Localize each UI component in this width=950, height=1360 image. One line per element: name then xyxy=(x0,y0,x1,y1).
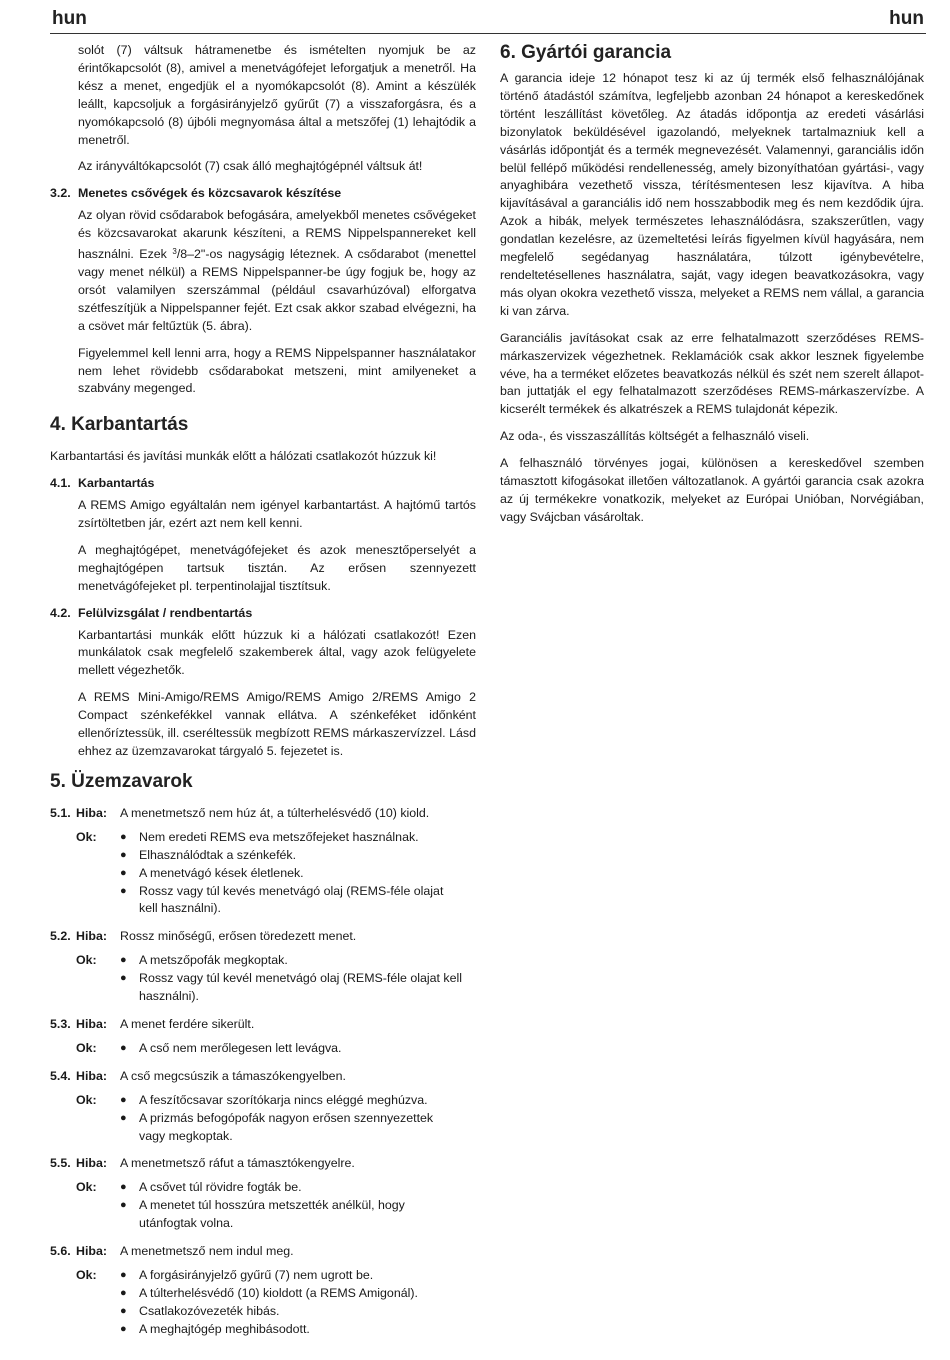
bullet-icon: ● xyxy=(120,1199,127,1212)
cause-text: Nem eredeti REMS eva metszőfejeket használnak. xyxy=(139,829,419,844)
hiba-row xyxy=(50,1155,476,1173)
paragraph: A meghajtógépet, menetvágófejeket és azok menesztőperselyét a meghajtógépen tartsuk tisztán. Az erősen szennyezett menetvágófejeket pl. terpentinolajjal tisztítsuk. xyxy=(78,542,476,593)
bullet-icon: ● xyxy=(120,1041,127,1054)
ok-label: Ok: xyxy=(76,953,97,968)
cause-item xyxy=(120,865,476,883)
text-part: Az olyan rövid csődarabok befogására, amelyekből menetes csővégeket és közcsavarokat akarunk készíteni, a REMS Nippelspannereket kell használni. Ezek xyxy=(78,208,476,262)
trouble-number: 5.2. xyxy=(50,929,71,944)
hiba-text: A cső megcsúszik a támaszókengyelben. xyxy=(120,1068,346,1083)
section-4-title: 4. Karbantartás xyxy=(50,414,189,436)
hiba-label: Hiba: xyxy=(76,1244,107,1259)
hiba-label: Hiba: xyxy=(76,1068,107,1083)
cause-text: A túlterhelésvédő (10) kioldott (a REMS Amigonál). xyxy=(139,1285,418,1300)
hiba-row xyxy=(50,928,476,946)
cause-text: A prizmás befogópofák nagyon erősen szennyezettek vagy megkoptak. xyxy=(139,1110,434,1143)
hiba-text: A menetmetsző nem húz át, a túlterhelésvédő (10) kiold. xyxy=(120,805,430,820)
ok-label: Ok: xyxy=(76,829,97,844)
cause-item xyxy=(120,1092,476,1110)
left-column xyxy=(50,42,476,1349)
cause-text: A menetet túl hosszúra metszették anélkül, hogy utánfogtak volna. xyxy=(139,1198,405,1231)
hiba-row xyxy=(50,805,476,823)
cause-item xyxy=(120,1303,476,1321)
hiba-row xyxy=(50,1016,476,1034)
paragraph: Karbantartási munkák előtt húzzuk ki a hálózati csatlakozót! Ezen munkálatok csak megfelelő szakemberek által, vagy azok felügyelete mellett végezhetők. xyxy=(78,627,476,678)
hiba-label: Hiba: xyxy=(76,1016,107,1031)
section-number: 4.1. xyxy=(50,476,71,491)
bullet-icon: ● xyxy=(120,1093,127,1106)
paragraph: A REMS Mini-Amigo/REMS Amigo/REMS Amigo 2/REMS Amigo 2 Compact szénkefékkel vannak ellátva. A szénkeféket időnként ellenőríztessük, ill. cseréltessük megbízott REMS márkaszervízzel. Lásd ehhez az üzemzavarokat tárgyaló 5. fejezetet is. xyxy=(78,690,476,758)
bullet-icon: ● xyxy=(120,1322,127,1335)
section-title: Menetes csővégek és közcsavarok készítése xyxy=(78,186,342,201)
section-title: Felülvizsgálat / rendbentartás xyxy=(78,605,253,620)
cause-text: Rossz vagy túl kevés menetvágó olaj (REMS-féle olajat kell használni). xyxy=(139,883,444,916)
cause-item xyxy=(120,1267,476,1285)
warranty-paragraph: Az oda-, és visszaszállítás költségét a felhasználó viseli. xyxy=(500,429,810,444)
bullet-icon: ● xyxy=(120,1268,127,1281)
section-title: Karbantartás xyxy=(78,476,155,491)
language-code-right: hun xyxy=(889,8,924,29)
trouble-item xyxy=(50,1068,476,1146)
hiba-text: A menetmetsző nem indul meg. xyxy=(120,1244,294,1259)
trouble-item xyxy=(50,1016,476,1058)
cause-text: Rossz vagy túl kevél menetvágó olaj (REMS-féle olajat kell használni). xyxy=(139,971,462,1004)
cause-item xyxy=(120,1285,476,1303)
ok-row xyxy=(50,952,476,1006)
trouble-number: 5.5. xyxy=(50,1156,71,1171)
bullet-icon: ● xyxy=(120,954,127,967)
cause-text: A meghajtógép meghibásodott. xyxy=(139,1321,310,1336)
bullet-icon: ● xyxy=(120,848,127,861)
cause-item xyxy=(120,970,476,1006)
hiba-label: Hiba: xyxy=(76,805,107,820)
cause-text: Elhasználódtak a szénkefék. xyxy=(139,847,297,862)
ok-row xyxy=(50,1267,476,1339)
hiba-row xyxy=(50,1243,476,1261)
cause-list xyxy=(120,1092,476,1146)
ok-label: Ok: xyxy=(76,1180,97,1195)
ok-row xyxy=(50,1040,476,1058)
bullet-icon: ● xyxy=(120,972,127,985)
trouble-number: 5.3. xyxy=(50,1016,71,1031)
trouble-item xyxy=(50,928,476,1006)
bullet-icon: ● xyxy=(120,1181,127,1194)
cause-item xyxy=(120,952,476,970)
cause-item xyxy=(120,847,476,865)
hiba-label: Hiba: xyxy=(76,929,107,944)
cause-item xyxy=(120,1110,476,1146)
intro-paragraph: solót (7) váltsuk hátramenetbe és ismételten nyomjuk be az érintőkapcsolót (8), amivel a menetvágófejet leforgatjuk a menetről. Ha kész a menet, engedjük el a nyomókapcsolót (8). Amint a készülék leállt, kapcsoljuk a forgásirányjelző gyűrűt (7) a visszaforgásra, és a nyomókapcsoló (8) újbóli megnyomása által a metszőfej (1) lehajtódik a menetről. xyxy=(78,43,476,147)
section-4-2-heading xyxy=(50,605,476,623)
text-part: /8–2"-os nagyságig léteznek. A csődarabot (menettel vagy menet nélkül) a REMS Nippelspanner-be úgy fogjuk be, hogy az orsót valamilyen szerszámmal (például csavarhúzóval) elforgatva szétfeszítjük a Nippelspanner fejét. Ezt csak akkor szabad elvégezni, ha a csövet már feltűztük (5. ábra). xyxy=(78,247,476,333)
bullet-icon: ● xyxy=(120,1286,127,1299)
cause-item xyxy=(120,1321,476,1339)
header-divider xyxy=(50,33,926,34)
ok-row xyxy=(50,829,476,919)
ok-row xyxy=(50,1092,476,1146)
section-number: 3.2. xyxy=(50,186,71,201)
cause-list xyxy=(120,1179,476,1233)
cause-text: A csővet túl rövidre fogták be. xyxy=(139,1180,302,1195)
bullet-icon: ● xyxy=(120,830,127,843)
superscript: 3 xyxy=(172,247,177,257)
bullet-icon: ● xyxy=(120,1304,127,1317)
cause-list xyxy=(120,952,476,1006)
section-3-2-note: Figyelemmel kell lenni arra, hogy a REMS Nippelspanner használatakor nem lehet rövidebb csődarabokat metszeni, mint amilyeneket a szabvány megenged. xyxy=(78,345,476,396)
trouble-item xyxy=(50,1243,476,1339)
section-number: 4.2. xyxy=(50,605,71,620)
section-4-1-heading xyxy=(50,475,476,493)
cause-text: A menetvágó kések életlenek. xyxy=(139,865,304,880)
language-code-left: hun xyxy=(52,8,87,29)
cause-text: A forgásirányjelző gyűrű (7) nem ugrott be. xyxy=(139,1267,374,1282)
cause-item xyxy=(120,1179,476,1197)
trouble-number: 5.6. xyxy=(50,1244,71,1259)
warranty-paragraph: A felhasználó törvényes jogai, különösen a kereskedővel szemben támasztott kifogásokat illetően változatlanok. A gyártói garancia csak azokra az új termékekre vonatkozik, melyeket az Európai Unióban, Norvégiában, vagy Svájcban vásároltak. xyxy=(500,456,924,524)
paragraph: A REMS Amigo egyáltalán nem igényel karbantartást. A hajtómű tartós zsírtöltetben jár, ezért azt nem kell kenni. xyxy=(78,498,476,531)
right-column xyxy=(500,42,924,536)
section-3-2-heading xyxy=(50,185,476,203)
section-5-title: 5. Üzemzavarok xyxy=(50,770,193,792)
bullet-icon: ● xyxy=(120,866,127,879)
hiba-row xyxy=(50,1068,476,1086)
cause-list xyxy=(120,1040,476,1058)
intro-note: Az irányváltókapcsolót (7) csak álló meghajtógépnél váltsuk át! xyxy=(78,159,423,174)
cause-text: A cső nem merőlegesen lett levágva. xyxy=(139,1040,342,1055)
cause-list xyxy=(120,1267,476,1339)
hiba-text: A menet ferdére sikerült. xyxy=(120,1016,255,1031)
cause-text: Csatlakozóvezeték hibás. xyxy=(139,1303,280,1318)
cause-text: A feszítőcsavar szorítókarja nincs eléggé meghúzva. xyxy=(139,1092,428,1107)
cause-list xyxy=(120,829,476,919)
ok-row xyxy=(50,1179,476,1233)
hiba-text: Rossz minőségű, erősen töredezett menet. xyxy=(120,929,357,944)
cause-item xyxy=(120,829,476,847)
cause-item xyxy=(120,1197,476,1233)
section-6-title: 6. Gyártói garancia xyxy=(500,42,672,63)
hiba-text: A menetmetsző ráfut a támasztókengyelre. xyxy=(120,1156,355,1171)
cause-item xyxy=(120,1040,476,1058)
trouble-number: 5.1. xyxy=(50,805,71,820)
troubleshooting-list xyxy=(50,805,476,1339)
cause-item xyxy=(120,883,476,919)
hiba-label: Hiba: xyxy=(76,1156,107,1171)
ok-label: Ok: xyxy=(76,1040,97,1055)
warranty-paragraph: Garanciális javításokat csak az erre felhatalmazott szerződéses REMS-márkaszervizek végezhetnek. Reklamációk csak akkor lesznek figyelembe véve, ha a terméket előzetes beavatkozás nélkül és szét nem szerelt állapot- ban juttatják el egy felhatalmazott szerződéses REMS-márkaszervízbe. A kicserélt termékek és alkatrészek a REMS tulajdonát képezik. xyxy=(500,330,924,417)
bullet-icon: ● xyxy=(120,884,127,897)
section-4-intro: Karbantartási és javítási munkák előtt a hálózati csatlakozót húzzuk ki! xyxy=(50,449,437,464)
trouble-item xyxy=(50,1155,476,1233)
cause-text: A metszőpofák megkoptak. xyxy=(139,953,288,968)
ok-label: Ok: xyxy=(76,1267,97,1282)
ok-label: Ok: xyxy=(76,1092,97,1107)
trouble-number: 5.4. xyxy=(50,1068,71,1083)
warranty-paragraph: A garancia ideje 12 hónapot tesz ki az új termék első felhasználójának történő átadástól számítva, legfeljebb azonban 24 hónapot a kereskedőnek történt leszállítást követőleg. Az átadás időpontja az eredeti vásárlási bizonylatok beküldésével igazolandó, melyeknek tartalmazniuk kell a vásárlás időpontját és a termék megnevezését. Valamennyi, garanciális időn belül fellépő működési rendellenesség, amely bizonyíthatóan gyártási-, vagy anyaghibára vezethető vissza, térítésmentesen lesz kijavítva. A hiba kijavításával a garanciális idő nem hosszabbodik meg és nem kezdődik újra. Azok a hibák, melyek természetes lehasználódásra, szakszerűtlen, vagy gondatlan kezelésre, az üzemeltetési leírás figyelmen kívül hagyására, nem megfelelő segédanyag használatára, túlzott igénybevételre, rendeltetésellenes használatra, saját, vagy idegen beavatkozásokra, vagy más olyan okokra vezethető vissza, melyeket a REMS nem vállal, a garancia ki van zárva. xyxy=(500,71,924,318)
bullet-icon: ● xyxy=(120,1111,127,1124)
section-3-2-paragraph xyxy=(78,207,476,335)
trouble-item xyxy=(50,805,476,918)
